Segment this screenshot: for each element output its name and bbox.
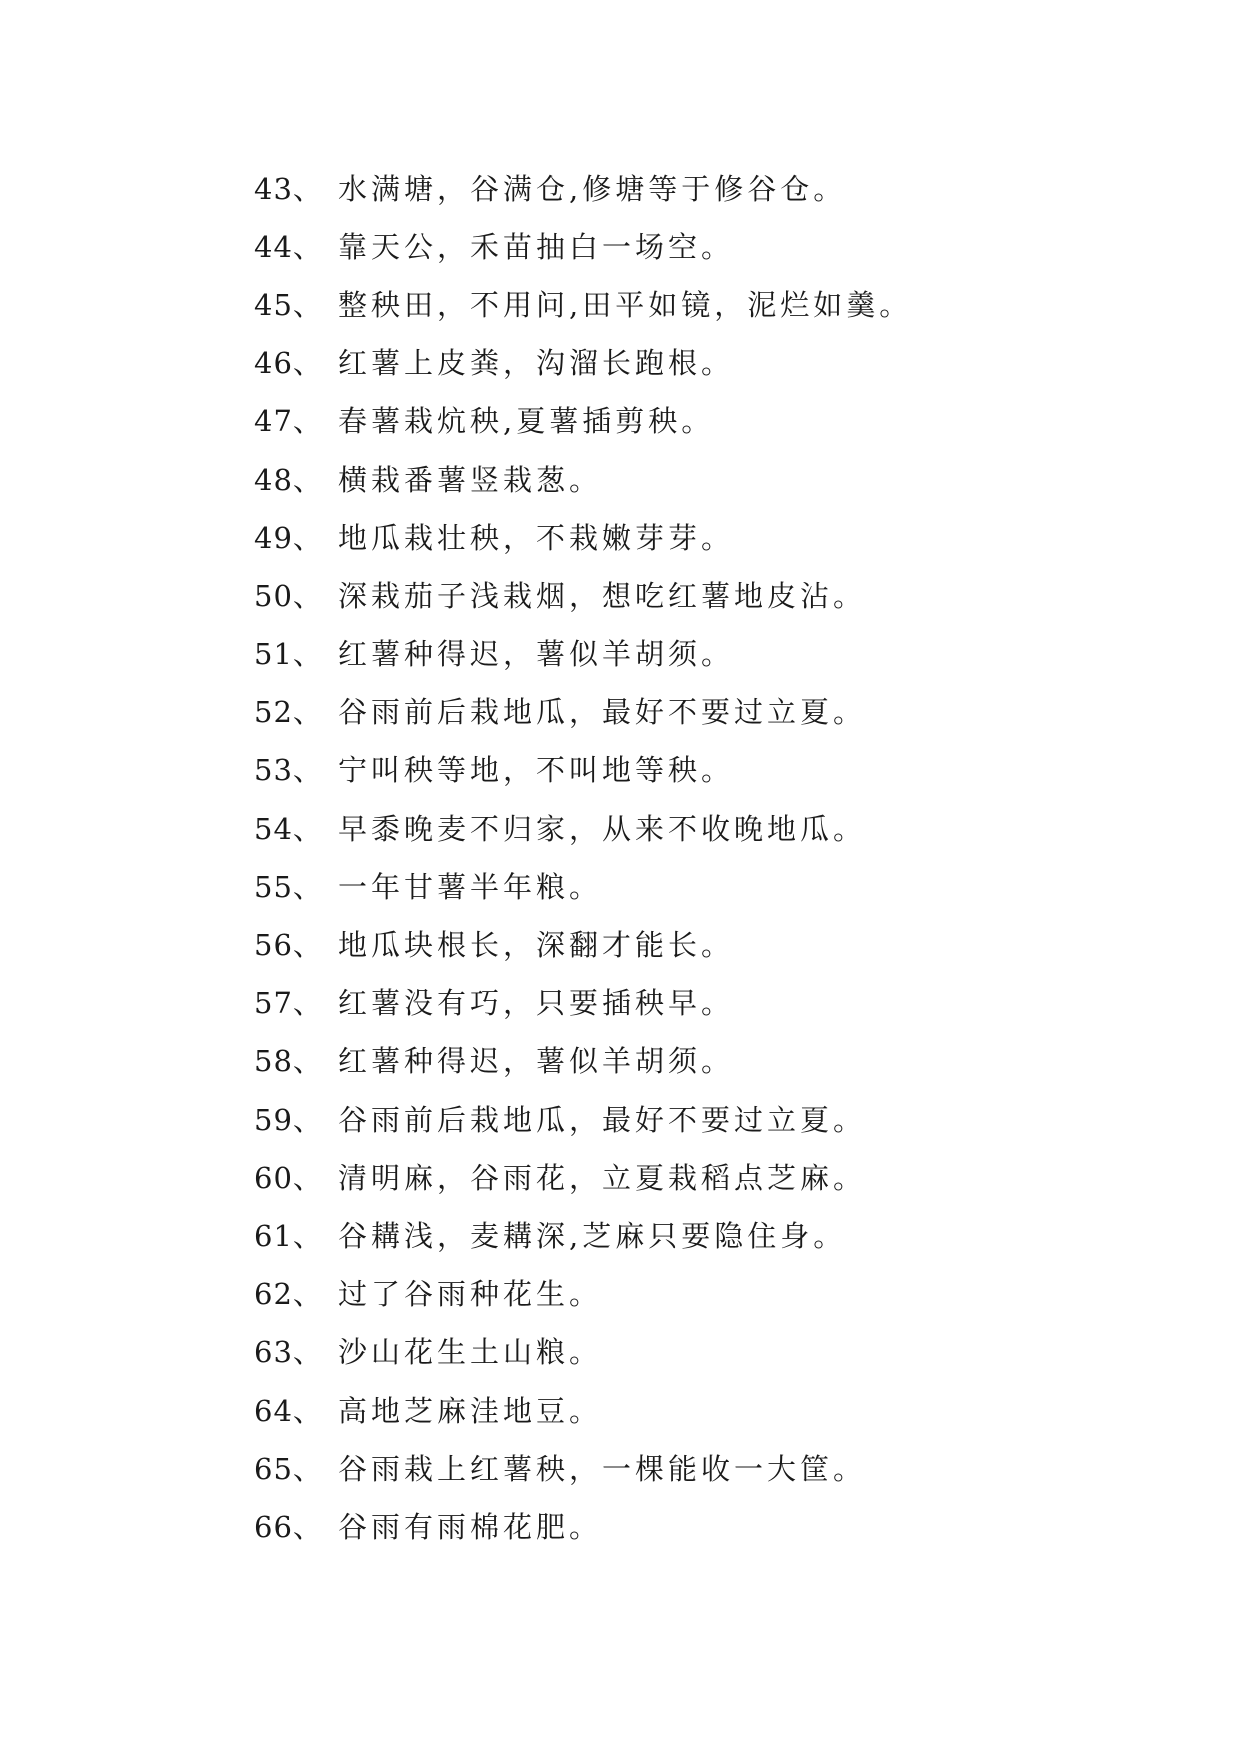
- item-text: 深栽茄子浅栽烟，想吃红薯地皮沾。: [338, 578, 867, 613]
- item-number: 62、: [254, 1277, 323, 1312]
- list-item: [254, 1264, 912, 1322]
- item-number: 56、: [254, 928, 323, 963]
- item-text: 谷耩浅，麦耩深,芝麻只要隐住身。: [338, 1218, 847, 1253]
- item-number: 54、: [254, 811, 323, 846]
- item-text: 谷雨栽上红薯秧，一棵能收一大筐。: [338, 1451, 867, 1486]
- item-number: 60、: [254, 1160, 323, 1195]
- list-item: [254, 1205, 912, 1263]
- list-item: [254, 1438, 912, 1496]
- item-number: 45、: [254, 287, 323, 322]
- item-text: 红薯没有巧，只要插秧早。: [338, 986, 735, 1021]
- item-text: 谷雨有雨棉花肥。: [338, 1509, 603, 1544]
- item-number: 63、: [254, 1335, 323, 1370]
- item-text: 靠天公，禾苗抽白一场空。: [338, 229, 735, 264]
- list-item: [254, 1089, 912, 1147]
- item-number: 58、: [254, 1044, 323, 1079]
- list-item: [254, 565, 912, 623]
- item-text: 红薯种得迟，薯似羊胡须。: [338, 1044, 735, 1079]
- item-text: 清明麻，谷雨花，立夏栽稻点芝麻。: [338, 1160, 867, 1195]
- list-item: [254, 333, 912, 391]
- item-text: 春薯栽炕秧,夏薯插剪秧。: [338, 404, 715, 439]
- item-number: 50、: [254, 578, 323, 613]
- item-number: 52、: [254, 695, 323, 730]
- list-item: [254, 274, 912, 332]
- item-text: 地瓜块根长，深翻才能长。: [338, 928, 735, 963]
- item-number: 59、: [254, 1102, 323, 1137]
- list-item: [254, 449, 912, 507]
- list-item: [254, 740, 912, 798]
- list-item: [254, 391, 912, 449]
- item-text: 地瓜栽壮秧，不栽嫩芽芽。: [338, 520, 735, 555]
- list-item: [254, 856, 912, 914]
- list-item: [254, 914, 912, 972]
- list-item: [254, 507, 912, 565]
- item-text: 横栽番薯竖栽葱。: [338, 462, 603, 497]
- list-item: [254, 624, 912, 682]
- proverb-list: [254, 158, 912, 1555]
- list-item: [254, 1031, 912, 1089]
- list-item: [254, 1380, 912, 1438]
- item-text: 红薯上皮粪，沟溜长跑根。: [338, 346, 735, 381]
- item-text: 一年甘薯半年粮。: [338, 869, 603, 904]
- item-text: 沙山花生土山粮。: [338, 1335, 603, 1370]
- item-number: 49、: [254, 520, 323, 555]
- item-number: 55、: [254, 869, 323, 904]
- item-text: 整秧田，不用问,田平如镜，泥烂如羹。: [338, 287, 913, 322]
- item-number: 57、: [254, 986, 323, 1021]
- item-number: 51、: [254, 637, 323, 672]
- list-item: [254, 798, 912, 856]
- list-item: [254, 682, 912, 740]
- item-number: 65、: [254, 1451, 323, 1486]
- item-number: 43、: [254, 171, 323, 206]
- list-item: [254, 216, 912, 274]
- item-text: 水满塘，谷满仓,修塘等于修谷仓。: [338, 171, 847, 206]
- item-number: 61、: [254, 1218, 323, 1253]
- item-number: 44、: [254, 229, 323, 264]
- item-text: 早黍晚麦不归家，从来不收晚地瓜。: [338, 811, 867, 846]
- item-number: 46、: [254, 346, 323, 381]
- list-item: [254, 1322, 912, 1380]
- list-item: [254, 973, 912, 1031]
- item-text: 宁叫秧等地，不叫地等秧。: [338, 753, 735, 788]
- list-item: [254, 1496, 912, 1554]
- item-text: 谷雨前后栽地瓜，最好不要过立夏。: [338, 695, 867, 730]
- item-number: 66、: [254, 1509, 323, 1544]
- item-number: 53、: [254, 753, 323, 788]
- list-item: [254, 1147, 912, 1205]
- item-text: 红薯种得迟，薯似羊胡须。: [338, 637, 735, 672]
- item-number: 64、: [254, 1393, 323, 1428]
- list-item: [254, 158, 912, 216]
- item-text: 过了谷雨种花生。: [338, 1277, 603, 1312]
- item-number: 47、: [254, 404, 323, 439]
- item-text: 谷雨前后栽地瓜，最好不要过立夏。: [338, 1102, 867, 1137]
- item-number: 48、: [254, 462, 323, 497]
- item-text: 高地芝麻洼地豆。: [338, 1393, 603, 1428]
